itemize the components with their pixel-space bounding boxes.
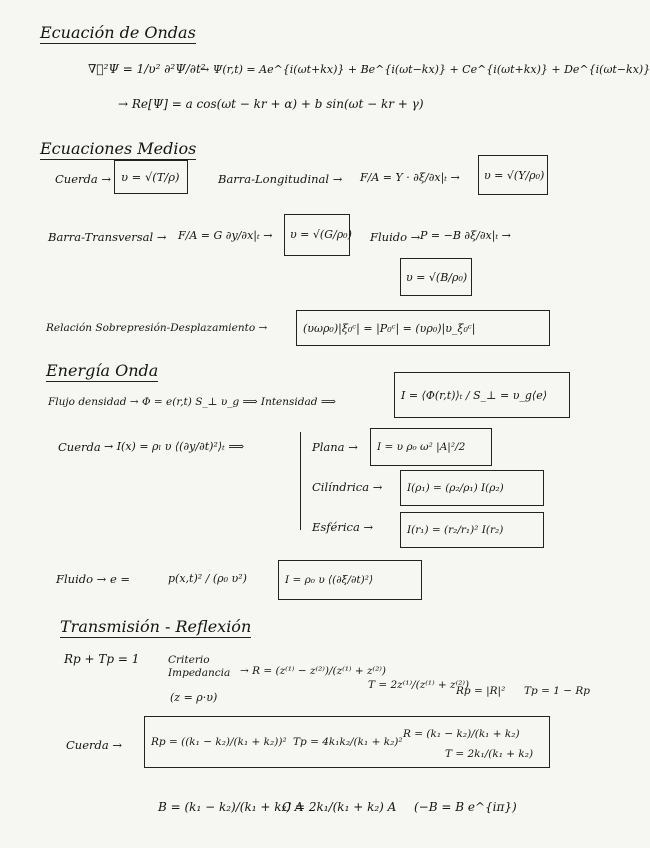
plana-formula: I = υ ρ₀ ω² |A|²/2 [377,441,466,453]
flujo-densidad-label: Flujo densidad → Φ = e(r,t) S_⊥ υ_g ⟹ Intensidad ⟹ [48,396,336,408]
relacion-box [296,310,550,346]
barra-transversal-label: Barra-Transversal → [48,230,167,244]
energy-fluido-label: Fluido → e = [56,572,131,586]
energy-cuerda-formula: → I(x) = ρₗ υ ⟨(∂y/∂t)²⟩ₜ ⟹ [104,440,245,453]
wave-equation-lhs: ∇⃗²Ψ = 1/υ² ∂²Ψ/∂t² [88,62,206,76]
geometry-brace [300,432,301,530]
wave-equation-general: → Ψ(r,t) = Ae^{i(ωt+kx)} + Be^{i(ωt−kx)} + Ce^{i(ωt+kx)} + De^{i(ωt−kx)} [200,63,650,76]
reflection-coefficient: → R = (z⁽¹⁾ − z⁽²⁾)/(z⁽¹⁾ + z⁽²⁾) [240,665,386,677]
wave-equation-real: → Re[Ψ] = a cos(ωt − kr + α) + b sin(ωt − kr + γ) [118,97,424,111]
plana-box [370,428,492,466]
transmission-coefficient: T = 2z⁽¹⁾/(z⁽¹⁾ + z⁽²⁾) [368,679,470,691]
transmission-cuerda-box [144,716,550,768]
transmission-cuerda-label: Cuerda → [66,738,123,752]
barra-transversal-equation: F/A = G ∂y/∂x|ₜ → [178,229,273,242]
fluido-velocity-formula: υ = √(B/ρ₀) [406,271,468,284]
rp-tp-sum: Rp + Tp = 1 [64,652,140,666]
reflected-power: Rp = |R|² [456,685,506,697]
energy-fluido-e: p(x,t)² / (ρ₀ υ²) [168,572,247,585]
intensity-box [394,372,570,418]
relacion-label: Relación Sobrepresión-Desplazamiento → [46,322,268,334]
c-amplitude: C = 2k₁/(k₁ + k₂) A [282,800,397,814]
impedance-definition: (z = ρ·υ) [170,691,218,704]
barra-transversal-velocity-box [284,214,350,256]
esferica-formula: I(r₁) = (r₂/r₁)² I(r₂) [407,524,504,536]
section-title-media-equations: Ecuaciones Medios [40,139,197,158]
fluido-label: Fluido → [370,230,421,244]
cuerda-label: Cuerda → [55,172,112,186]
esferica-label: Esférica → [312,520,374,534]
barra-longitudinal-velocity-formula: υ = √(Y/ρ₀) [484,169,545,182]
relacion-formula: (υωρ₀)|ξ₀ᶜ| = |P₀ᶜ| = (υρ₀)|υ_ξ₀ᶜ| [303,322,476,335]
fluido-velocity-box [400,258,472,296]
phase-relation: (−B = B e^{iπ}) [414,800,517,814]
cuerda-velocity-box [114,160,188,194]
fluido-equation: P = −B ∂ξ/∂x|ₜ → [420,229,511,242]
energy-fluido-box [278,560,422,600]
cilindrica-label: Cilíndrica → [312,480,383,494]
criterio-impedancia: Criterio Impedancia [168,654,231,679]
transmitted-power: Tp = 1 − Rp [524,685,590,697]
cuerda-rp: Rp = ((k₁ − k₂)/(k₁ + k₂))² [151,736,287,748]
section-title-energy: Energía Onda [46,361,159,380]
section-title-wave-equation: Ecuación de Ondas [40,23,196,42]
cuerda-velocity-formula: υ = √(T/ρ) [121,170,180,184]
barra-longitudinal-equation: F/A = Y · ∂ξ/∂x|ₜ → [360,171,460,184]
cuerda-t: T = 2k₁/(k₁ + k₂) [445,748,534,760]
cuerda-r: R = (k₁ − k₂)/(k₁ + k₂) [403,728,520,740]
b-amplitude: B = (k₁ − k₂)/(k₁ + k₂) A [158,800,304,814]
intensity-formula: I = ⟨Φ(r,t)⟩ₜ / S_⊥ = υ_g⟨e⟩ [401,389,548,402]
barra-longitudinal-velocity-box [478,155,548,195]
energy-fluido-formula: I = ρ₀ υ ⟨(∂ξ/∂t)²⟩ [285,574,374,586]
plana-label: Plana → [312,440,358,454]
cilindrica-box [400,470,544,506]
energy-cuerda-label: Cuerda [58,440,101,454]
barra-longitudinal-label: Barra-Longitudinal → [218,172,343,186]
cuerda-tp: Tp = 4k₁k₂/(k₁ + k₂)² [293,736,403,748]
section-title-transmission: Transmisión - Reflexión [60,617,252,636]
esferica-box [400,512,544,548]
barra-transversal-velocity-formula: υ = √(G/ρ₀) [290,228,352,241]
cilindrica-formula: I(ρ₁) = (ρ₂/ρ₁) I(ρ₂) [407,482,504,494]
